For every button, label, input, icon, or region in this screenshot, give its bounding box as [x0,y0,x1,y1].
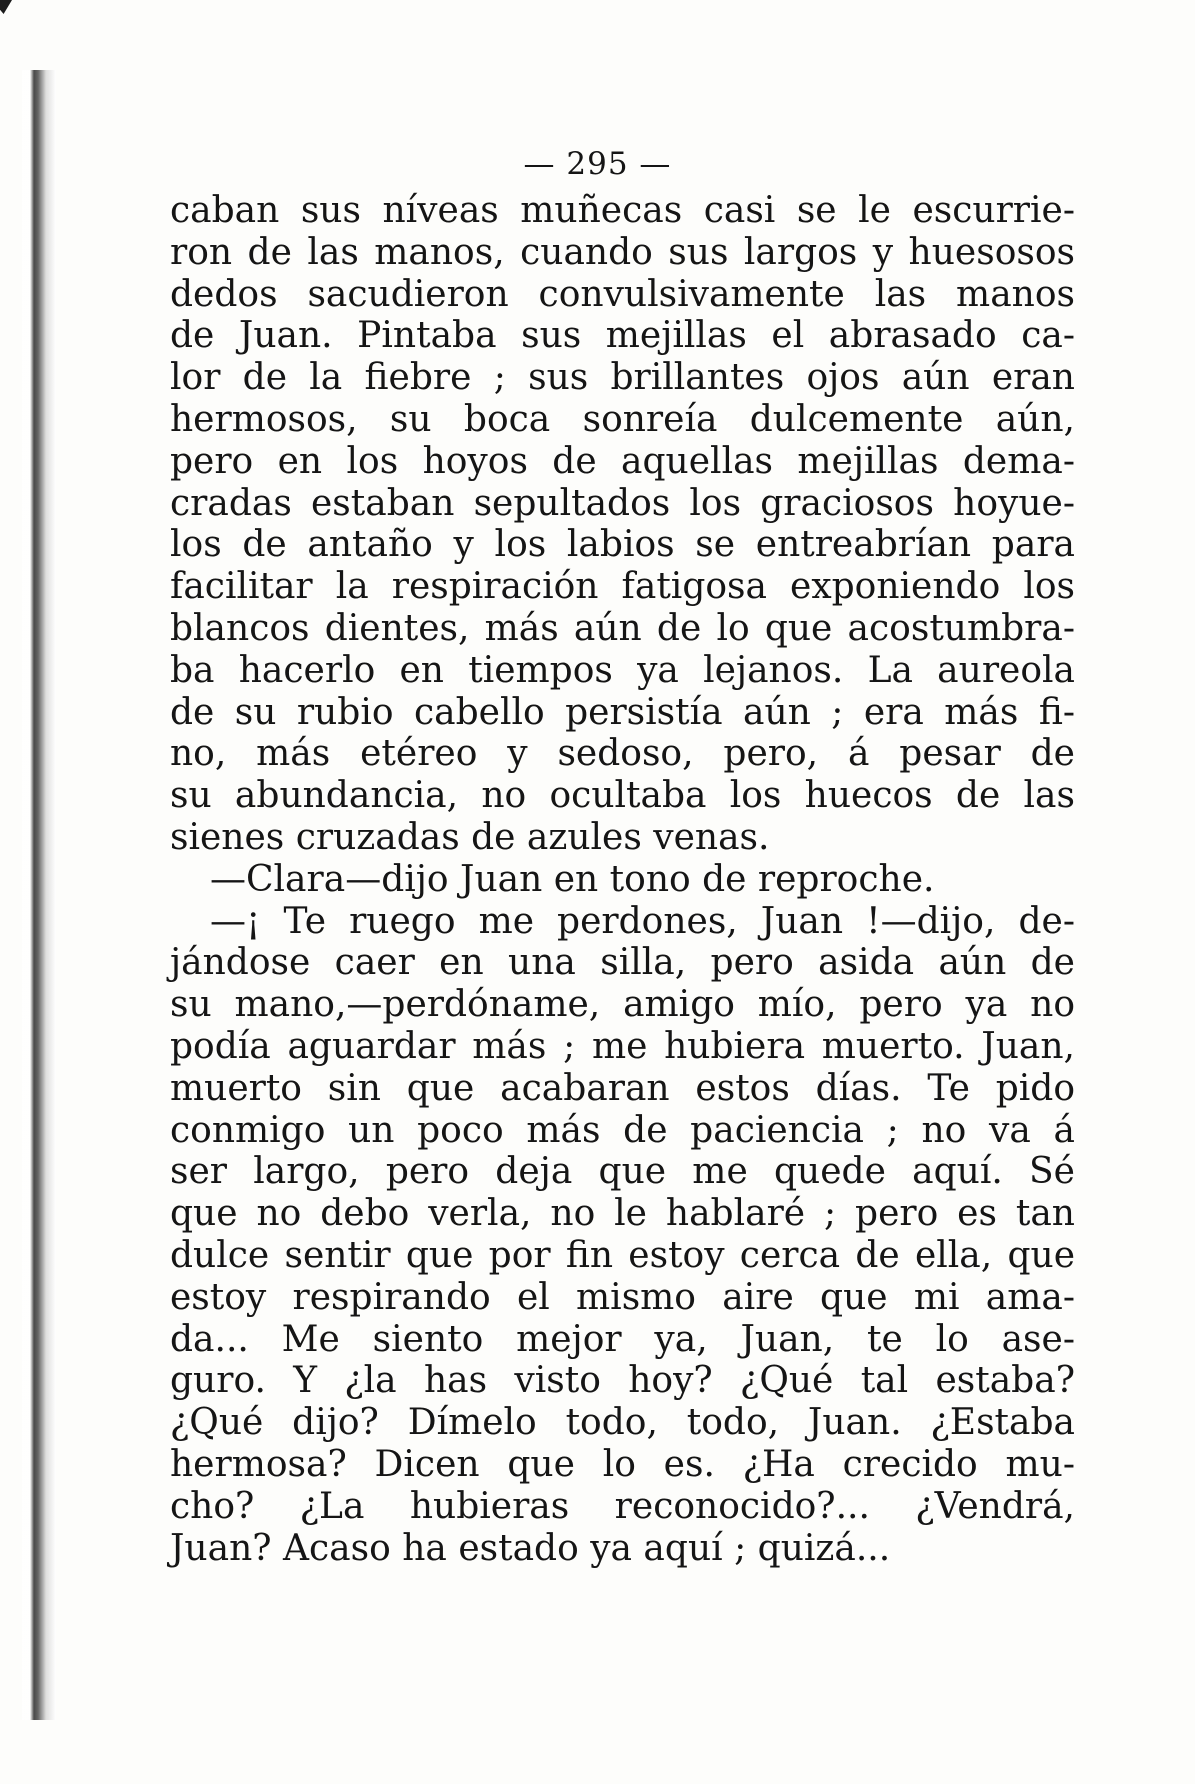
text-line: dulce sentir que por fin estoy cerca de ella, que [170,1234,1075,1276]
text-line: da... Me siento mejor ya, Juan, te lo ase- [170,1318,1075,1360]
text-line: dedos sacudieron convulsivamente las manos [170,273,1075,315]
page-number: — 295 — [523,146,672,182]
text-line: su mano,—perdóname, amigo mío, pero ya no [170,984,1075,1026]
text-line: cho? ¿La hubieras reconocido?... ¿Vendrá, [170,1485,1075,1527]
text-line: no, más etéreo y sedoso, pero, á pesar de [170,733,1075,775]
text-line: hermosa? Dicen que lo es. ¿Ha crecido mu- [170,1443,1075,1485]
text-line: facilitar la respiración fatigosa exponiendo los [170,566,1075,608]
text-line: de su rubio cabello persistía aún ; era más fi- [170,691,1075,733]
text-line: ba hacerlo en tiempos ya lejanos. La aureola [170,649,1075,691]
text-line: de Juan. Pintaba sus mejillas el abrasado ca- [170,315,1075,357]
text-line: lor de la fiebre ; sus brillantes ojos aún eran [170,357,1075,399]
text-line: caban sus níveas muñecas casi se le escurrie- [170,190,1075,231]
text-line: Juan? Acaso ha estado ya aquí ; quizá... [170,1527,891,1569]
text-line: jándose caer en una silla, pero asida aún de [170,942,1075,984]
text-line: ser largo, pero deja que me quede aquí. Sé [170,1151,1075,1193]
text-line: blancos dientes, más aún de lo que acostumbra- [170,607,1075,649]
body-text [170,190,1075,1569]
text-line: su abundancia, no ocultaba los huecos de las [170,775,1075,817]
text-line: guro. Y ¿la has visto hoy? ¿Qué tal estaba? [170,1360,1075,1402]
text-line: estoy respirando el mismo aire que mi ama- [170,1276,1075,1318]
text-line: podía aguardar más ; me hubiera muerto. Juan, [170,1025,1075,1067]
scan-corner-mark [0,0,12,14]
text-line: sienes cruzadas de azules venas. [170,816,770,858]
text-line: conmigo un poco más de paciencia ; no va á [170,1109,1075,1151]
text-line: cradas estaban sepultados los graciosos hoyue- [170,482,1075,524]
text-line: ¿Qué dijo? Dímelo todo, todo, Juan. ¿Estaba [170,1402,1075,1444]
text-line: —Clara—dijo Juan en tono de reproche. [210,858,935,900]
text-line: —¡ Te ruego me perdones, Juan !—dijo, de- [210,900,1075,942]
text-line: ron de las manos, cuando sus largos y huesosos [170,231,1075,273]
text-line: que no debo verla, no le hablaré ; pero es tan [170,1193,1075,1235]
text-line: muerto sin que acabaran estos días. Te pido [170,1067,1075,1109]
book-binding-edge [22,70,56,1720]
text-line: los de antaño y los labios se entreabrían para [170,524,1075,566]
text-line: hermosos, su boca sonreía dulcemente aún, [170,398,1075,440]
text-line: pero en los hoyos de aquellas mejillas dema- [170,440,1075,482]
